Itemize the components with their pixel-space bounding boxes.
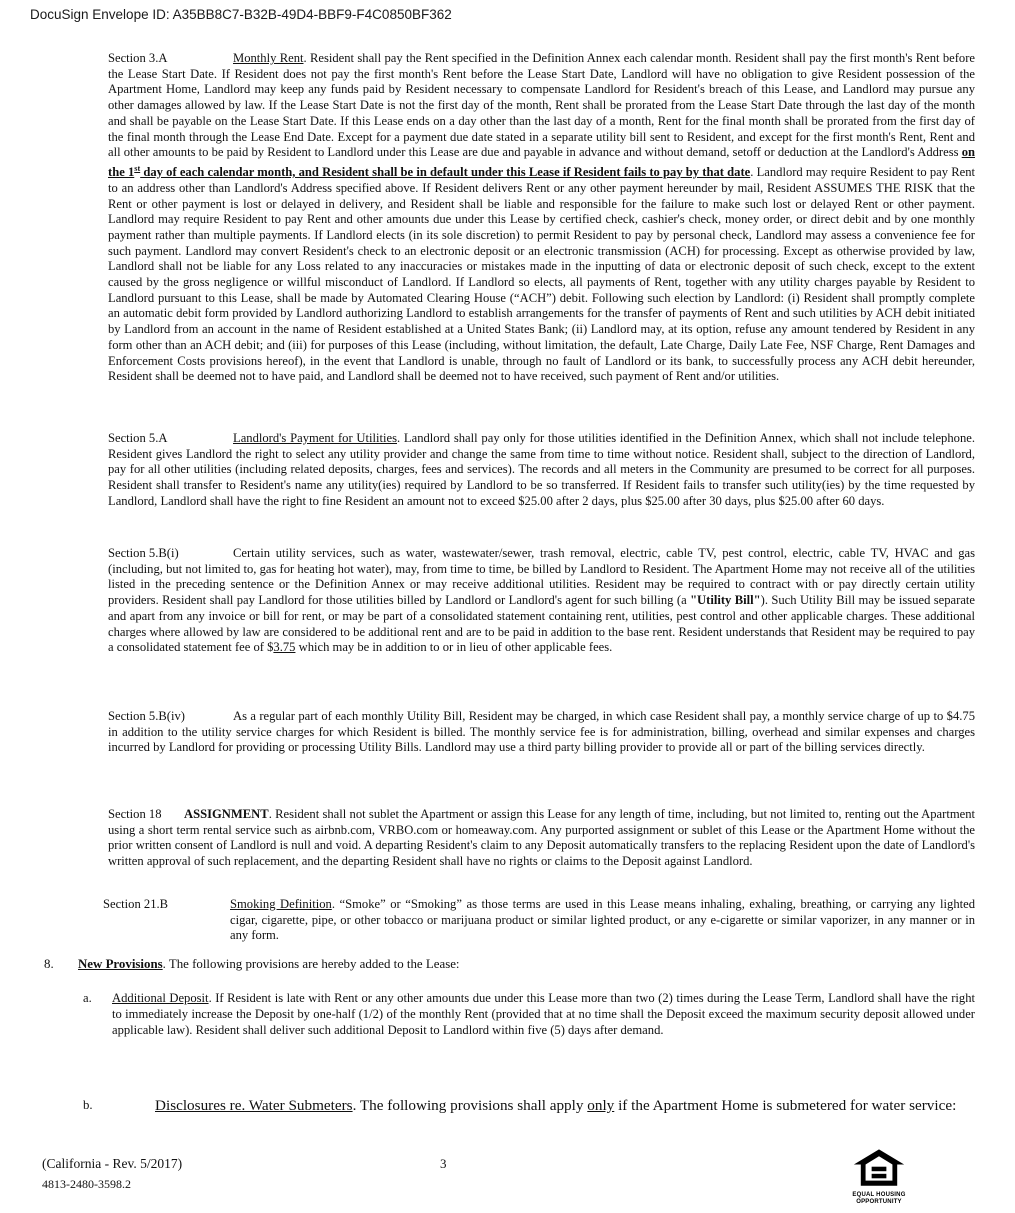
footer-page-number: 3 (440, 1156, 447, 1171)
section-3a-monthly-rent (108, 51, 975, 385)
section-18-assignment (108, 807, 975, 870)
section-5a-landlords-payment-for-utilities (108, 431, 975, 510)
section-3a-label: Section 3.A (108, 51, 168, 65)
item-a-letter: a. (83, 991, 92, 1005)
equal-housing-label-line2: OPPORTUNITY (856, 1198, 902, 1205)
section-21b-body: Smoking Definition. “Smoke” or “Smoking” as those terms are used in this Lease means inhaling, exhaling, breathing, or carrying any lighted cigar, cigarette, pipe, or other tobacco or marijuana product or similar lighted product, or any e-cigarette or similar vaporizer, in any manner or in any form. (230, 897, 976, 943)
item-b-disclosures-water-submeters (83, 1096, 975, 1116)
footer-revision: (California - Rev. 5/2017) (42, 1156, 183, 1171)
section-21b-smoking-definition (103, 897, 975, 944)
section-21b-label: Section 21.B (103, 897, 169, 911)
section-5a-body: Landlord's Payment for Utilities. Landlord shall pay only for those utilities identified in the Definition Annex, which shall not include telephone. Resident gives Landlord the right to select any utility provider and change the same from time to time without notice. Resident shall, subject to the direction of Landlord, pay for all other utilities (including related deposits, charges, fees and services). The records and all meters in the Community are presumed to be correct for all purposes. Resident shall transfer to Resident's name any utility(ies) required by Landlord to be so transferred. If Resident fails to transfer such utility(ies) by the time requested by Landlord, Landlord shall have the right to fine Resident an amount not to exceed $25.00 after 2 days, plus $25.00 after 30 days, plus $25.00 after 60 days. (108, 431, 975, 508)
section-18-label: Section 18 (108, 807, 162, 821)
section-5biv-monthly-service-charge (108, 709, 975, 756)
item-a-additional-deposit (83, 991, 975, 1039)
equal-housing-opportunity-logo (848, 1149, 910, 1205)
docusign-envelope-id: DocuSign Envelope ID: A35BB8C7-B32B-49D4-BBF9-F4C0850BF362 (30, 7, 452, 22)
footer-document-number: 4813-2480-3598.2 (42, 1177, 131, 1191)
section-3a-body: Monthly Rent. Resident shall pay the Rent specified in the Definition Annex each calendar month. Resident shall pay the first month's Rent before the Lease Start Date. If Resident does not pay the first month's Rent before the Lease Start Date, Landlord will have no obligation to give Resident possession of the Apartment Home, Landlord may keep any funds paid by Resident necessary to compensate Landlord for Resident's breach of this Lease, and Landlord may pursue any other damages allowed by law. If the Lease Start Date is not the first day of the month, Rent shall be prorated from the Lease Start Date through the last day of the month and shall be payable on the Lease Start Date. If this Lease ends on a day other than the last day of a month, Rent for the final month shall be prorated from the first day of the final month through the Lease End Date. Except for a payment due date stated in a separate utility bill sent to Resident, and except for the first month's Rent, Rent and all other amounts to be paid by Resident to Landlord under this Lease are due and payable in advance and without demand, setoff or deduction at the Landlord's Address on the 1st day of each calendar month, and Resident shall be in default under this Lease if Resident fails to pay by that date. Landlord may require Resident to pay Rent to an address other than Landlord's Address specified above. If Resident delivers Rent or any other payment hereunder by mail, Resident ASSUMES THE RISK that the Rent or other payment is lost or delayed in delivery, and Resident shall be liable and responsible for the failure to make such lost or delayed Rent or other payment. Landlord may require Resident to pay Rent and other amounts due under this Lease by certified check, cashier's check, money order, or direct debit and by one monthly payment rather than multiple payments. If Landlord elects (in its sole discretion) to permit Resident to pay by personal check, Landlord may assess a convenience fee for such payment. Landlord may convert Resident's check to an electronic deposit or an electronic transmission (ACH) for processing. Except as otherwise provided by law, Landlord shall not be liable for any Loss related to any inaccuracies or mistakes made in the inputting of data or electronic deposit of such check, except to the extent caused by the gross negligence or willful misconduct of Landlord. If Landlord so elects, all payments of Rent, together with any utility charges payable by Resident to Landlord pursuant to this Lease, shall be made by Automated Clearing House (“ACH”) debit. Following such election by Landlord: (i) Resident shall promptly complete an automatic debit form provided by Landlord authorizing Landlord to establish arrangements for the transfer of payments of Rent and such utilities by ACH debit initiated by Landlord from an account in the name of Resident established at a United States Bank; (ii) Landlord may, at its option, refuse any amount tendered by Resident in any form other than an ACH debit; and (iii) for purposes of this Lease (including, without limitation, the default, Late Charge, Daily Late Fee, NSF Charge, Rent Damages and Enforcement Costs provisions hereof), in the event that Landlord is unable, through no fault of Landlord or its bank, to successfully process any ACH debit hereunder, Resident shall be deemed not to have paid, and Landlord shall be deemed not to have received, such payment of Rent and/or utilities. (108, 51, 975, 384)
item-8-body: New Provisions. The following provisions are hereby added to the Lease: (78, 957, 460, 971)
section-18-body: ASSIGNMENT. Resident shall not sublet the Apartment or assign this Lease for any length of time, including, but not limited to, renting out the Apartment using a short term rental service such as airbnb.com, VRBO.com or homeaway.com. Any purported assignment or sublet of this Lease or the Apartment Home without the prior written consent of Landlord is null and void. A departing Resident's claim to any Deposit automatically transfers to the replacing Resident upon the date of Landlord's written approval of such replacement, and the departing Resident shall have no rights or claims to the Deposit against Landlord. (108, 807, 975, 869)
section-5bi-label: Section 5.B(i) (108, 546, 179, 560)
equal-housing-label-line1: EQUAL HOUSING (852, 1192, 906, 1198)
item-b-letter: b. (83, 1098, 93, 1112)
section-5a-label: Section 5.A (108, 431, 168, 445)
section-5biv-label: Section 5.B(iv) (108, 709, 185, 723)
item-8-new-provisions (44, 956, 975, 972)
section-5bi-utility-services (108, 546, 975, 656)
section-5bi-body: Certain utility services, such as water, wastewater/sewer, trash removal, electric, cable TV, pest control, electric, cable TV, HVAC and gas (including, but not limited to, gas for heating hot water), may, from time to time, be billed by Landlord to Resident. The Apartment Home may not receive all of the utilities listed in the preceding sentence or the Definition Annex or may receive additional utilities. Resident may be required to contract with or pay directly certain utility providers. Resident shall pay Landlord for those utilities billed by Landlord or Landlord's agent for such billing (a "Utility Bill"). Such Utility Bill may be issued separate and apart from any invoice or bill for rent, or may be part of a consolidated statement containing rent, utilities, pest control and other applicable charges. These additional charges where allowed by law are considered to be additional rent and are to be paid in addition to the base rent. Resident understands that Resident may be required to pay a consolidated statement fee of $3.75 which may be in addition to or in lieu of other applicable fees. (108, 546, 976, 655)
item-b-body: Disclosures re. Water Submeters. The following provisions shall apply only if the Apartment Home is submetered for water service: (155, 1097, 957, 1114)
equal-housing-house-icon (853, 1149, 905, 1187)
section-5biv-body: As a regular part of each monthly Utility Bill, Resident may be charged, in which case Resident shall pay, a monthly service charge of up to $4.75 in addition to the utility service charges for which Resident is billed. The monthly service fee is for administration, billing, overhead and similar expenses and charges incurred by Landlord for providing or processing Utility Bills. Landlord may use a third party billing provider to provide all or part of the billing services directly. (108, 709, 975, 755)
item-8-number: 8. (44, 957, 54, 971)
item-a-body: Additional Deposit. If Resident is late with Rent or any other amounts due under this Lease more than two (2) times during the Lease Term, Landlord shall have the right to immediately increase the Deposit by one-half (1/2) of the monthly Rent (provided that at no time shall the Deposit exceed the maximum security deposit allowed under applicable law). Resident shall deliver such additional Deposit to Landlord within five (5) days after demand. (112, 991, 975, 1037)
